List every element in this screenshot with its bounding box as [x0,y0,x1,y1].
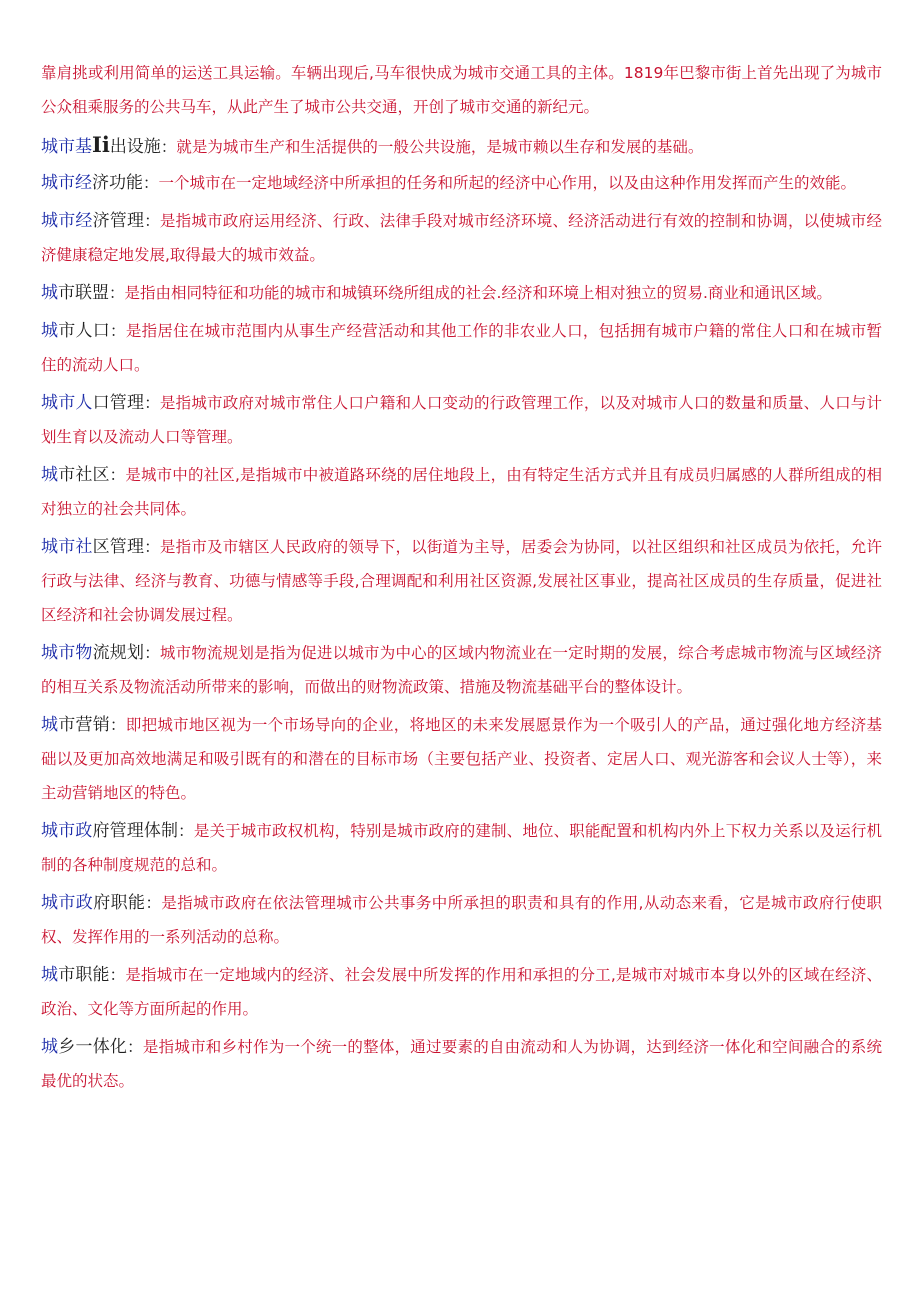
term-prefix: 城市物 [41,643,93,663]
term-suffix: 府管理体制 [92,821,179,841]
term-prefix: 城市政 [41,893,94,913]
term-separator: ： [143,174,159,192]
definition-text: 就是为城市生产和生活提供的一般公共设施，是城市赖以生存和发展的基础。 [176,138,704,156]
term-prefix: 城市政 [41,821,93,841]
entry-urban-rural-integration [41,1030,882,1098]
term-prefix: 城 [41,321,59,341]
entry-urban-government-function [41,886,882,954]
term-separator: ： [144,394,160,412]
term-suffix: 济管理 [92,211,145,231]
definition-text: 是指城市和乡村作为一个统一的整体，通过要素的自由流动和人为协调，达到经济一体化和空间融合的系统最优的状态。 [41,1038,882,1090]
entry-urban-population [41,314,882,382]
term-prefix: 城 [41,283,58,303]
term-prefix: 城市人 [41,393,93,413]
term-prefix: 城市经 [41,211,93,231]
term-suffix: 济功能 [92,173,143,193]
entry-urban-logistics-planning [41,636,882,704]
term-suffix: 市营销 [58,715,111,735]
entry-urban-economic-management [41,204,882,272]
entry-urban-alliance [41,276,882,310]
intro-paragraph: 靠肩挑或利用简单的运送工具运输。车辆出现后,马车很快成为城市交通工具的主体。1819年巴黎市街上首先出现了为城市公众租乘服务的公共马车，从此产生了城市公共交通，开创了城市交通的新纪元。 [41,64,882,116]
term-prefix: 城市社 [41,537,93,557]
term-suffix: 口管理 [92,393,145,413]
term-separator: ： [145,894,162,912]
definition-text: 是指城市在一定地域内的经济、社会发展中所发挥的作用和承担的分工,是城市对城市本身以外的区域在经济、政治、文化等方面所起的作用。 [41,966,882,1018]
term-separator: ： [144,538,160,556]
term-prefix: 城 [41,715,59,735]
definition-text: 是指市及市辖区人民政府的领导下，以街道为主导，居委会为协同，以社区组织和社区成员为依托，允许行政与法律、经济与教育、功德与情感等手段,合理调配和利用社区资源,发展社区事业，提高社区成员的生存质量，促进社区经济和社会协调发展过程。 [41,538,882,624]
term-prefix: 城市经 [41,173,92,193]
term-prefix: 城 [41,465,59,485]
definition-text: 是指城市政府在依法管理城市公共事务中所承担的职责和具有的作用,从动态来看，它是城市政府行使职权、发挥作用的一系列活动的总称。 [41,894,882,946]
term-prefix: 城市基 [41,137,92,157]
definition-text: 是城市中的社区,是指城市中被道路环绕的居住地段上，由有特定生活方式并且有成员归属感的人群所组成的相对独立的社会共同体。 [41,466,882,518]
term-separator: ： [144,212,160,230]
term-prefix: 城 [41,1037,59,1057]
term-suffix: 府职能 [93,893,146,913]
term-suffix: 区管理 [92,537,145,557]
definition-text: 一个城市在一定地域经济中所承担的任务和所起的经济中心作用，以及由这种作用发挥而产生的效能。 [158,174,857,192]
definition-text: 是指城市政府运用经济、行政、法律手段对城市经济环境、经济活动进行有效的控制和协调，以使城市经济健康稳定地发展,取得最大的城市效益。 [41,212,882,264]
term-suffix: 流规划 [92,643,145,663]
definition-text: 是指城市政府对城市常住人口户籍和人口变动的行政管理工作，以及对城市人口的数量和质量、人口与计划生育以及流动人口等管理。 [41,394,882,446]
term-suffix: 乡一体化 [58,1037,128,1057]
entry-urban-government-system [41,814,882,882]
definition-text: 是指由相同特征和功能的城市和城镇环绕所组成的社会.经济和环境上相对独立的贸易.商业和通讯区域。 [124,284,832,302]
term-separator: ： [160,138,177,156]
term-suffix: 市人口 [58,321,111,341]
term-separator: ： [178,822,194,840]
term-separator: ： [110,716,126,734]
definition-text: 是指居住在城市范围内从事生产经营活动和其他工作的非农业人口，包括拥有城市户籍的常住人口和在城市暂住的流动人口。 [41,322,882,374]
definition-text: 城市物流规划是指为促进以城市为中心的区域内物流业在一定时期的发展，综合考虑城市物流与区域经济的相互关系及物流活动所带来的影响，而做出的财物流政策、措施及物流基础平台的整体设计。 [41,644,882,696]
term-separator: ： [109,466,126,484]
entry-urban-infrastructure [41,128,882,164]
definition-text: 即把城市地区视为一个市场导向的企业，将地区的未来发展愿景作为一个吸引人的产品，通过强化地方经济基础以及更加高效地满足和吸引既有的和潜在的目标市场（主要包括产业、投资者、定居人口、观光游客和会议人士等），来主动营销地区的特色。 [41,716,882,802]
term-suffix: 市职能 [58,965,110,985]
term-prefix: 城 [41,965,59,985]
entry-urban-population-management [41,386,882,454]
term-separator: ： [110,322,126,340]
term-separator: ： [109,966,126,984]
term-separator: ： [144,644,160,662]
term-separator: ： [109,284,125,302]
entry-urban-marketing [41,708,882,810]
entry-urban-community [41,458,882,526]
term-suffix: 市联盟 [58,283,109,303]
term-separator: ： [127,1038,143,1056]
term-suffix: 市社区 [58,465,110,485]
term-garbled-glyph: Ii [92,132,110,157]
term-suffix: 出设施 [109,137,161,157]
entry-urban-economic-function [41,166,882,200]
definition-text: 是关于城市政权机构，特别是城市政府的建制、地位、职能配置和机构内外上下权力关系以及运行机制的各种制度规范的总和。 [41,822,882,874]
entry-urban-function [41,958,882,1026]
entry-urban-community-management [41,530,882,632]
